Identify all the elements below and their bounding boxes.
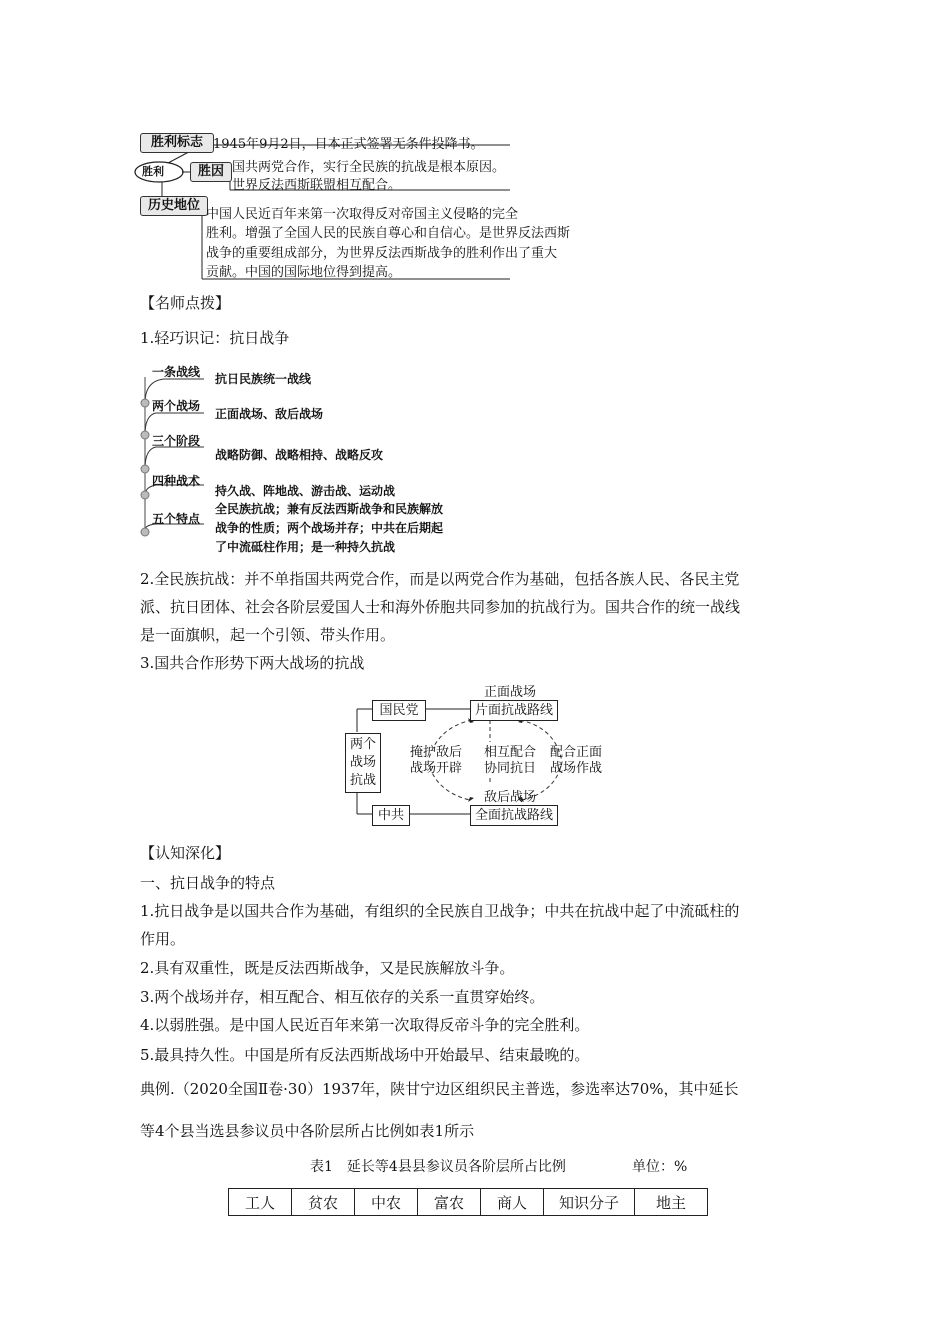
table-header-row — [229, 1189, 708, 1216]
table-header-cell: 贫农 — [292, 1189, 355, 1216]
mark-text: 1945年9月2日，日本正式签署无条件投降书。 — [213, 137, 484, 152]
tree-text-5c: 了中流砥柱作用；是一种持久抗战 — [215, 540, 396, 554]
table-header-cell: 中农 — [355, 1189, 418, 1216]
right-line-2: 战场作战 — [550, 761, 603, 776]
status-line2: 胜利。增强了全国人民的民族自尊心和自信心。是世界反法西斯 — [206, 226, 571, 241]
cause-label: 胜因 — [190, 162, 232, 182]
mark-label: 胜利标志 — [140, 133, 214, 153]
tree-text-5a: 全民族抗战；兼有反法西斯战争和民族解放 — [215, 502, 444, 516]
victory-center: 胜利 — [142, 165, 164, 178]
tree-label-3: 三个阶段 — [152, 434, 201, 448]
tip2-line2: 派、抗日团体、社会各阶层爱国人士和海外侨胞共同参加的抗战行为。国共合作的统一战线 — [140, 598, 741, 616]
table-header-cell: 商人 — [481, 1189, 544, 1216]
kmt-box: 国民党 — [372, 700, 426, 721]
status-line1: 中国人民近百年来第一次取得反对帝国主义侵略的完全 — [206, 207, 519, 222]
example-line2: 等4个县当选县参议员中各阶层所占比例如表1所示 — [140, 1122, 475, 1140]
tree-text-2: 正面战场、敌后战场 — [215, 407, 324, 421]
feature2: 2.具有双重性，既是反法西斯战争，又是民族解放斗争。 — [140, 959, 515, 977]
tree-label-2: 两个战场 — [152, 399, 201, 413]
left-line-2: 战场开辟 — [410, 761, 463, 776]
tree-text-4: 持久战、阵地战、游击战、运动战 — [215, 484, 396, 498]
cause-line1: 国共两党合作，实行全民族的抗战是根本原因。 — [232, 160, 506, 175]
center-box — [345, 733, 381, 793]
front-title: 正面战场 — [484, 685, 537, 700]
table-header-cell: 富农 — [418, 1189, 481, 1216]
tip1-heading: 1.轻巧识记：抗日战争 — [140, 329, 290, 347]
feature1-line2: 作用。 — [140, 930, 186, 948]
table-header-cell: 地主 — [635, 1189, 708, 1216]
mid-line-1: 相互配合 — [484, 745, 537, 760]
table-unit: 单位：% — [632, 1159, 688, 1175]
tip2-line1: 2.全民族抗战：并不单指国共两党合作，而是以两党合作为基础，包括各族人民、各民主党 — [140, 570, 740, 588]
feature5: 5.最具持久性。中国是所有反法西斯战场中开始最早、结束最晚的。 — [140, 1046, 590, 1064]
status-line4: 贡献。中国的国际地位得到提高。 — [206, 265, 402, 280]
feature-heading: 一、抗日战争的特点 — [140, 874, 276, 892]
section-deepen: 【认知深化】 — [140, 844, 231, 862]
tree-label-5: 五个特点 — [152, 512, 201, 526]
center-line-2: 战场 — [349, 755, 376, 770]
mid-line-2: 协同抗日 — [484, 761, 537, 776]
example-line1: 典例.（2020全国Ⅱ卷·30）1937年，陕甘宁边区组织民主普选，参选率达70%，其中延长 — [140, 1080, 739, 1098]
status-label: 历史地位 — [140, 196, 208, 216]
table-header-cell: 知识分子 — [544, 1189, 635, 1216]
feature4: 4.以弱胜强。是中国人民近百年来第一次取得反帝斗争的完全胜利。 — [140, 1016, 590, 1034]
tip3-heading: 3.国共合作形势下两大战场的抗战 — [140, 654, 365, 672]
cause-line2: 世界反法西斯联盟相互配合。 — [232, 178, 402, 193]
rear-line-box: 全面抗战路线 — [470, 805, 558, 826]
table-caption: 表1 延长等4县县参议员各阶层所占比例 — [310, 1159, 566, 1175]
section-teacher: 【名师点拨】 — [140, 294, 231, 312]
status-line3: 战争的重要组成部分，为世界反法西斯战争的胜利作出了重大 — [206, 246, 558, 261]
ccp-box: 中共 — [372, 805, 410, 826]
right-line-1: 配合正面 — [550, 745, 603, 760]
table-header-cell: 工人 — [229, 1189, 292, 1216]
tree-text-5b: 战争的性质；两个战场并存；中共在后期起 — [215, 521, 444, 535]
tip2-line3: 是一面旗帜，起一个引领、带头作用。 — [140, 626, 396, 644]
front-line-box: 片面抗战路线 — [470, 700, 558, 721]
feature3: 3.两个战场并存，相互配合、相互依存的关系一直贯穿始终。 — [140, 988, 545, 1006]
tree-text-3: 战略防御、战略相持、战略反攻 — [215, 448, 384, 462]
tree-label-4: 四种战术 — [152, 474, 201, 488]
center-line-3: 抗战 — [349, 773, 376, 788]
tree-label-1: 一条战线 — [152, 365, 201, 379]
tree-text-1: 抗日民族统一战线 — [215, 372, 312, 386]
center-line-1: 两个 — [349, 737, 376, 752]
left-line-1: 掩护敌后 — [410, 745, 463, 760]
rear-title: 敌后战场 — [484, 790, 537, 805]
class-ratio-table — [228, 1188, 708, 1216]
feature1-line1: 1.抗日战争是以国共合作为基础，有组织的全民族自卫战争；中共在抗战中起了中流砥柱的 — [140, 902, 740, 920]
